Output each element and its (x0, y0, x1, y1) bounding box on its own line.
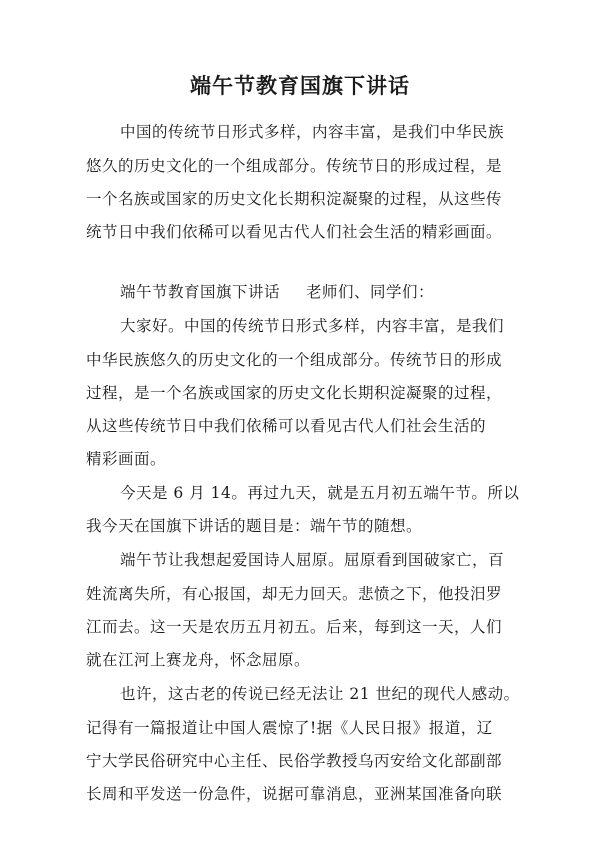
intro-line-2: 悠久的历史文化的一个组成部分。传统节日的形成过程，是 (86, 157, 503, 175)
intro-line-1: 中国的传统节日形式多样，内容丰富，是我们中华民族 (120, 123, 505, 141)
intro-line-4: 统节日中我们依稀可以看见古代人们社会生活的精彩画面。 (86, 223, 503, 241)
para1-line-3: 过程，是一个名族或国家的历史文化长期积淀凝聚的过程， (86, 384, 503, 402)
para1-line-4: 从这些传统节日中我们依稀可以看见古代人们社会生活的 (86, 417, 487, 435)
para1-line-5: 精彩画面。 (86, 450, 167, 468)
speech-heading (120, 280, 560, 302)
para4-line-3: 宁大学民俗研究中心主任、民俗学教授乌丙安给文化部副部 (86, 752, 503, 770)
para3-line-2: 姓流离失所，有心报国，却无力回天。悲愤之下，他投汨罗 (86, 585, 503, 603)
para1-line-1: 大家好。中国的传统节日形式多样，内容丰富，是我们 (120, 317, 505, 335)
para2-line-1: 今天是 6 月 14。再过九天，就是五月初五端午节。所以 (120, 484, 520, 502)
intro-line-3: 一个名族或国家的历史文化长期积淀凝聚的过程，从这些传 (86, 190, 503, 208)
para4-line-1: 也许，这古老的传说已经无法让 21 世纪的现代人感动。 (120, 685, 520, 703)
para3-line-1: 端午节让我想起爱国诗人屈原。屈原看到国破家亡，百 (120, 551, 505, 569)
speech-greeting: 老师们、同学们： (306, 283, 435, 301)
para3-line-3: 江而去。这一天是农历五月初五。后来，每到这一天，人们 (86, 618, 503, 636)
para1-line-2: 中华民族悠久的历史文化的一个组成部分。传统节日的形成 (86, 351, 503, 369)
para2-line-2: 我今天在国旗下讲话的题目是：端午节的随想。 (86, 517, 423, 535)
document-title: 端午节教育国旗下讲话 (190, 73, 410, 98)
para4-line-4: 长周和平发送一份急件，说据可靠消息，亚洲某国准备向联 (86, 785, 503, 803)
para3-line-4: 就在江河上赛龙舟，怀念屈原。 (86, 651, 311, 669)
para4-line-2: 记得有一篇报道让中国人震惊了!据《人民日报》报道，辽 (86, 719, 493, 737)
speech-heading-title: 端午节教育国旗下讲话 (120, 283, 281, 301)
